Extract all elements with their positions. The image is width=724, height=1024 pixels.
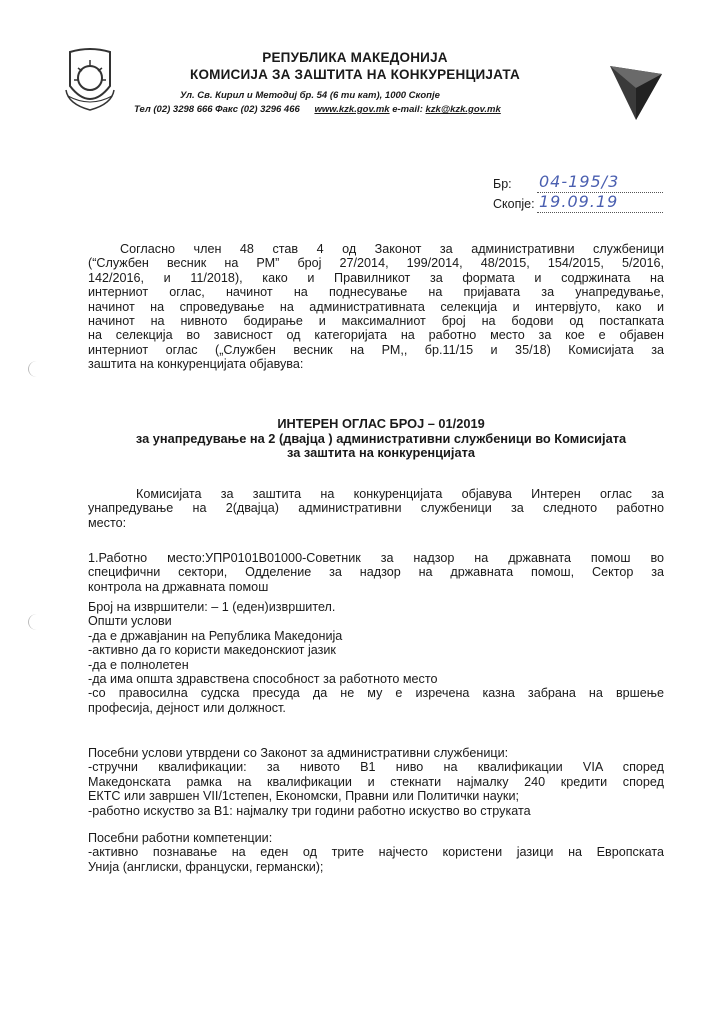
intro-line: на селекција во зависност од категоријата на работно место за кое е објавен (88, 328, 664, 343)
position-paragraph (88, 551, 664, 594)
email-label: e-mail: (392, 104, 423, 115)
position-line: 1.Работно место:УПР0101В01000-Советник за надзор на државната помош во (88, 551, 664, 565)
title-line: ИНТЕРЕН ОГЛАС БРОЈ – 01/2019 (277, 416, 485, 431)
phone-fax: Тел (02) 3298 666 Факс (02) 3296 466 (134, 104, 300, 115)
special-line: ЕКТС или завршен VII/1степен, Економски, Правни или Политички науки; (88, 789, 519, 804)
intro-line: интерниот оглас, начинот на поднесување на пријавата за унапредување, (88, 285, 664, 300)
competence-line: Посебни работни компетенции: (88, 831, 273, 845)
general-line: Општи услови (88, 614, 172, 629)
intro-line: Согласно член 48 став 4 од Законот за административни службеници (120, 242, 664, 256)
special-conditions (88, 746, 664, 818)
general-line: -да е полнолетен (88, 657, 189, 672)
paragraph-line: место: (88, 515, 127, 530)
letterhead-address: Ул. Св. Кирил и Методиј бр. 54 (6 ти кат), 1000 Скопје (180, 90, 440, 101)
general-line: -со правосилна судска пресуда да не му е изречена казна забрана на вршење (88, 686, 664, 701)
special-competences (88, 831, 664, 874)
special-line: Македонската рамка на квалификации и стекнати најмалку 240 кредити според (88, 774, 664, 789)
competence-line: -активно познавање на еден од трите најчесто користени јазици на Европската (88, 845, 664, 860)
reference-number-label: Бр: (493, 177, 512, 191)
intro-line: 142/2016, и 11/2018), како и Правилникот за формата и содржината на (88, 270, 664, 285)
letterhead (120, 50, 590, 82)
announcement-paragraph (88, 487, 664, 530)
general-line: -активно да го користи македонскиот јазик (88, 643, 336, 658)
letterhead-institution: КОМИСИЈА ЗА ЗАШТИТА НА КОНКУРЕНЦИЈАТА (190, 67, 520, 82)
intro-line: (“Службен весник на РМ” број 27/2014, 199/2014, 48/2015, 154/2015, 5/2016, (88, 256, 664, 271)
general-line: -да има општа здравствена способност за работното место (88, 672, 438, 687)
letterhead-contact (134, 104, 501, 115)
reference-block (493, 172, 620, 217)
paragraph-line: унапредување на 2(двајца) административни службеници за следното работно (88, 501, 664, 516)
paragraph-line: Комисијата за заштита на конкуренцијата објавува Интерен оглас за (136, 487, 664, 501)
competence-line: Унија (англиски, француски, германски); (88, 859, 324, 874)
intro-line: начинот на спроведување на административната селекција и интервјуто, како и (88, 299, 664, 314)
title-line: за заштита на конкуренцијата (287, 445, 475, 461)
website-link[interactable]: www.kzk.gov.mk (314, 104, 390, 115)
intro-line: заштита на конкуренцијата објавува: (88, 357, 304, 372)
position-line: контрола на државната помош (88, 579, 269, 594)
intro-line: начинот на нивното бодирање и максималниот број на бодови од постапката (88, 314, 664, 329)
title-line: за унапредување на 2 (двајца ) административни службеници во Комисијата (135, 430, 627, 446)
intro-line: интерниот оглас („Службен весник на РМ,, бр.11/15 и 35/18) Комисијата за (88, 342, 664, 357)
reference-date-value: 19.09.19 (539, 192, 619, 211)
general-line: Број на извршители: – 1 (еден)извршител. (88, 600, 336, 614)
intro-paragraph (88, 242, 664, 372)
punch-hole-mark (28, 614, 45, 630)
commission-logo-icon (606, 58, 664, 124)
general-line: професија, дејност или должност. (88, 700, 286, 715)
letterhead-country: РЕПУБЛИКА МАКЕДОНИЈА (262, 50, 448, 65)
reference-place-label: Скопје: (493, 197, 535, 211)
punch-hole-mark (28, 361, 45, 377)
special-line: -работно искуство за В1: најмалку три години работно искуство во струката (88, 803, 531, 818)
reference-number-value: 04-195/3 (539, 172, 620, 191)
emblem-icon (62, 46, 118, 114)
email-link[interactable]: kzk@kzk.gov.mk (425, 104, 501, 115)
general-conditions (88, 600, 664, 715)
announcement-title (96, 417, 666, 461)
special-line: -стручни квалификации: за нивото В1 ниво на квалификации VIA според (88, 760, 664, 775)
general-line: -да е државјанин на Република Македонија (88, 628, 343, 643)
special-line: Посебни услови утврдени со Законот за административни службеници: (88, 746, 509, 760)
position-line: специфични сектори, Одделение за надзор на државната помош, Сектор за (88, 565, 664, 580)
